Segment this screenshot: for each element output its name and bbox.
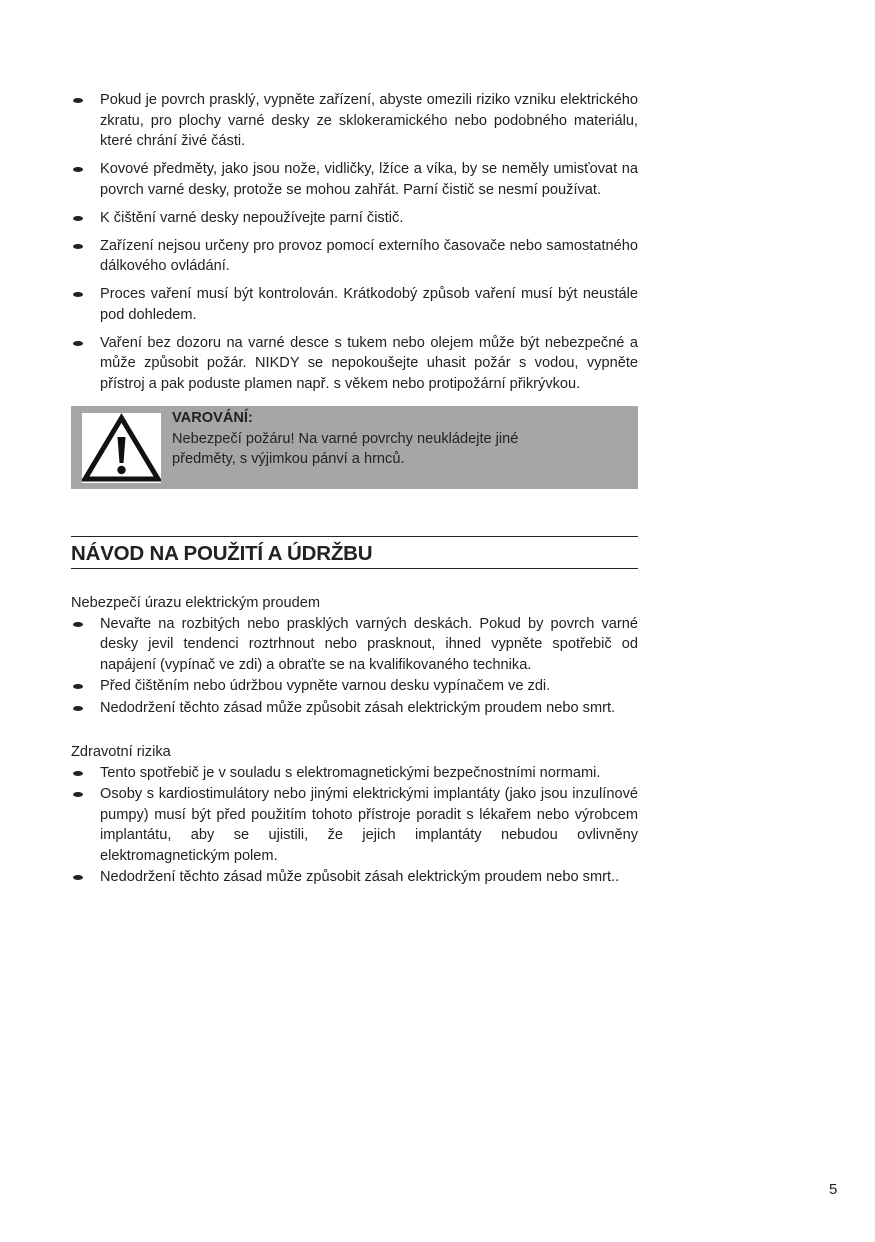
- warning-triangle-icon: [82, 413, 161, 483]
- safety-bullet-list: [71, 90, 638, 394]
- list-item: [71, 236, 638, 277]
- section-divider: [71, 536, 638, 537]
- list-item-text: Kovové předměty, jako jsou nože, vidličky, lžíce a víka, by se neměly umisťovat na povrch varné desky, protože se mohou zahřát. Parní čistič se nesmí používat.: [100, 161, 638, 198]
- bullet-icon: [73, 341, 83, 346]
- list-item-text: Nedodržení těchto zásad může způsobit zásah elektrickým proudem nebo smrt..: [100, 869, 620, 885]
- bullet-icon: [73, 622, 83, 627]
- list-item-text: Vaření bez dozoru na varné desce s tukem nebo olejem může být nebezpečné a může způsobit požár. NIKDY se nepokoušejte uhasit požár s vodou, vypněte přístroj a pak poduste plamen např. s věkem nebo protipožární přikrývkou.: [100, 334, 638, 392]
- list-item: [71, 763, 638, 784]
- page-content: [71, 90, 638, 889]
- list-item: [71, 333, 638, 395]
- list-item-text: Nedodržení těchto zásad může způsobit zásah elektrickým proudem nebo smrt.: [100, 699, 616, 716]
- list-item: [71, 614, 638, 676]
- list-item-text: Před čištěním nebo údržbou vypněte varnou desku vypínačem ve zdi.: [100, 678, 551, 694]
- bullet-icon: [73, 167, 83, 172]
- bullet-icon: [73, 292, 83, 297]
- subheading-electric: Nebezpečí úrazu elektrickým proudem: [71, 595, 321, 611]
- warning-line: Nebezpečí požáru! Na varné povrchy neukládejte jiné: [172, 430, 519, 447]
- bullet-icon: [73, 216, 83, 221]
- bullet-icon: [73, 244, 83, 249]
- bullet-icon: [73, 98, 83, 103]
- list-item: [71, 208, 638, 229]
- warning-title: VAROVÁNÍ:: [172, 410, 253, 426]
- bullet-icon: [73, 706, 83, 711]
- warning-text: [172, 408, 628, 470]
- list-item-text: K čištění varné desky nepoužívejte parní čistič.: [100, 209, 404, 226]
- subheading-health: Zdravotní rizika: [71, 744, 171, 760]
- list-item: [71, 284, 638, 325]
- list-item: [71, 698, 638, 719]
- list-item: [71, 676, 638, 697]
- electric-bullet-list: [71, 614, 638, 719]
- bullet-icon: [73, 875, 83, 880]
- health-bullet-list: [71, 763, 638, 888]
- bullet-icon: [73, 792, 83, 797]
- list-item-text: Proces vaření musí být kontrolován. Krátkodobý způsob vaření musí být neustále pod dohledem.: [100, 286, 638, 323]
- bullet-icon: [73, 684, 83, 689]
- warning-line: předměty, s výjimkou pánví a hrnců.: [172, 451, 405, 467]
- list-item-text: Nevařte na rozbitých nebo prasklých varných deskách. Pokud by povrch varné desky jevil tendenci roztrhnout nebo prasknout, ihned vypněte spotřebič od napájení (vypínač ve zdi) a obraťte se na kvalifikovaného technika.: [100, 615, 638, 673]
- list-item-text: Zařízení nejsou určeny pro provoz pomocí externího časovače nebo samostatného dálkového ovládání.: [100, 237, 638, 274]
- list-item: [71, 867, 638, 888]
- list-item-text: Tento spotřebič je v souladu s elektromagnetickými bezpečnostními normami.: [100, 764, 601, 781]
- warning-box: [71, 406, 638, 489]
- bullet-icon: [73, 771, 83, 776]
- section-heading: NÁVOD NA POUŽITÍ A ÚDRŽBU: [71, 541, 638, 569]
- list-item: [71, 784, 638, 866]
- list-item: [71, 90, 638, 152]
- page-number: 5: [829, 1181, 838, 1198]
- list-item-text: Pokud je povrch prasklý, vypněte zařízení, abyste omezili riziko vzniku elektrického zkratu, pro plochy varné desky ze sklokeramického nebo podobného materiálu, které chrání živé části.: [100, 92, 638, 149]
- list-item-text: Osoby s kardiostimulátory nebo jinými elektrickými implantáty (jako jsou inzulínové pumpy) musí být před použitím tohoto přístroje poradit s lékařem nebo výrobcem implantátu, aby se ujistili, že jejich implantáty nebudou ovlivněny elektromagnetickým polem.: [100, 786, 638, 864]
- list-item: [71, 159, 638, 200]
